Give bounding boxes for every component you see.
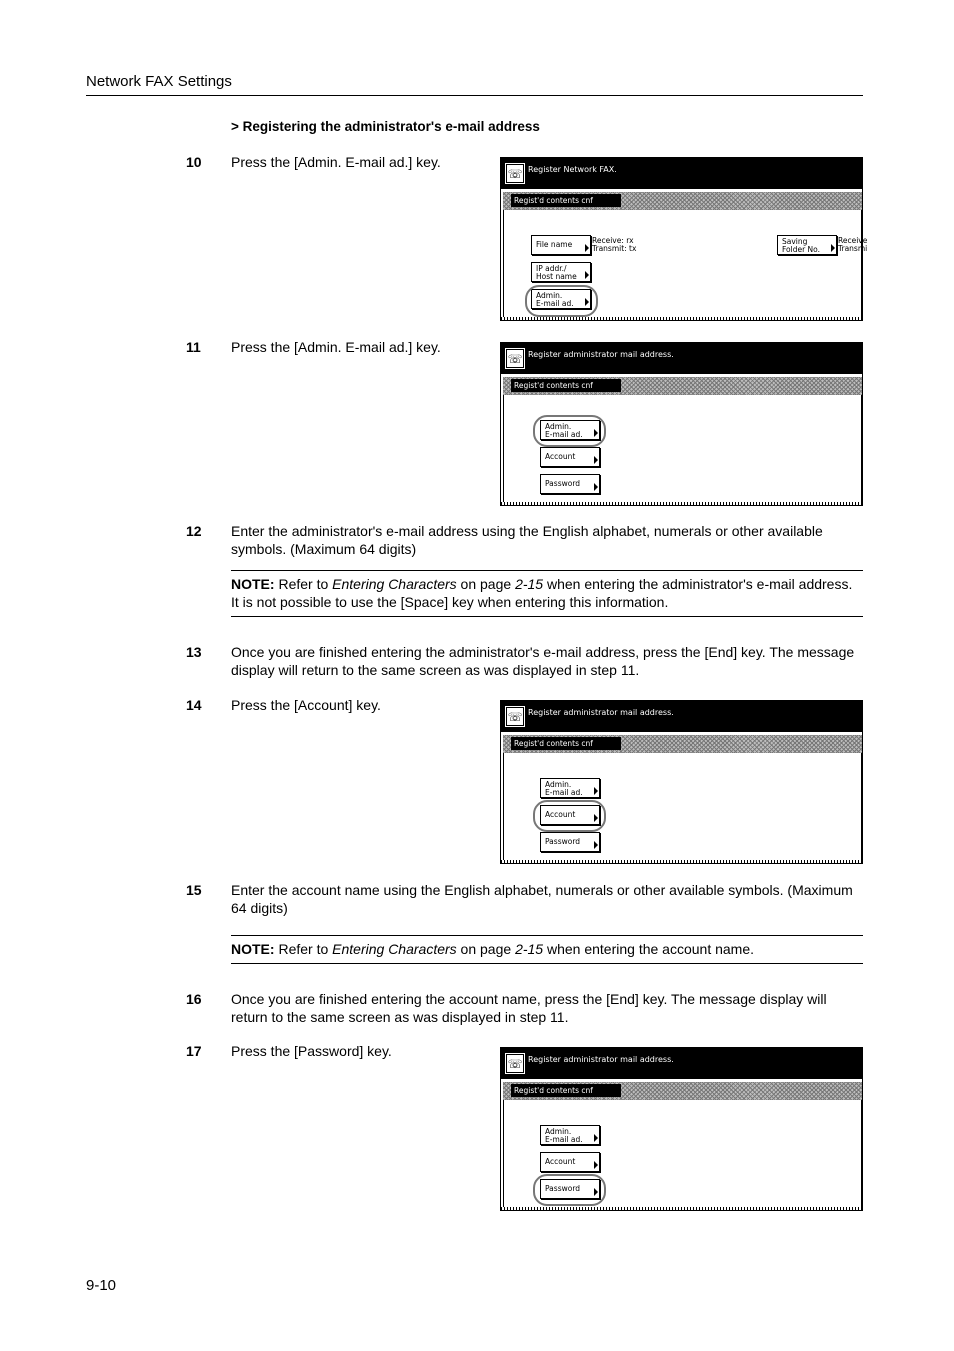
highlight-circle — [525, 285, 598, 317]
file-name-key[interactable] — [531, 235, 591, 255]
admin-email-key[interactable] — [540, 778, 600, 798]
highlight-circle — [533, 800, 606, 832]
highlight-circle — [533, 1174, 606, 1206]
key-label-line: Admin. — [545, 1127, 572, 1136]
tab-row — [503, 377, 862, 395]
key-label-line: Host name — [536, 272, 577, 281]
step-text: Press the [Admin. E-mail ad.] key. — [231, 154, 441, 170]
step-text: Press the [Password] key. — [231, 1043, 392, 1059]
tab-row — [503, 192, 862, 210]
screen-title: Register administrator mail address. — [528, 350, 674, 359]
step-text: Press the [Admin. E-mail ad.] key. — [231, 339, 441, 355]
note-text: Refer to — [274, 941, 333, 957]
ip-addr-host-name-key[interactable] — [531, 262, 591, 282]
screen-bottom-edge — [501, 317, 862, 320]
key-label: Account — [545, 810, 576, 819]
key-label: Password — [545, 479, 581, 488]
highlight-circle — [533, 415, 606, 447]
screen-title-bar — [501, 701, 862, 732]
section-title: > Registering the administrator's e-mail address — [231, 119, 540, 134]
key-label-line: E-mail ad. — [545, 788, 583, 797]
step-number: 13 — [186, 644, 202, 660]
step-number: 10 — [186, 154, 202, 170]
screen-title: Register Network FAX. — [528, 165, 617, 174]
step-number: 14 — [186, 697, 202, 713]
screen-register-network-fax — [500, 157, 868, 321]
fax-machine-icon: ☏ — [505, 1053, 525, 1074]
fax-machine-icon: ☏ — [505, 348, 525, 369]
key-label-line: Admin. — [545, 780, 572, 789]
note-page-ref[interactable]: 2-15 — [515, 576, 544, 592]
tab-registd-contents[interactable]: Regist'd contents cnf — [511, 737, 621, 750]
screen-bottom-edge — [501, 502, 862, 505]
step-text: Once you are finished entering the account name, press the [End] key. The message display will return to the same screen as was displayed in step 11. — [231, 991, 827, 1025]
step-number: 16 — [186, 991, 202, 1007]
screen-title-bar — [501, 158, 862, 189]
note-box — [231, 935, 863, 964]
note-text: Refer to — [274, 576, 333, 592]
admin-email-key[interactable] — [540, 1125, 600, 1145]
tab-row — [503, 735, 862, 753]
note-box — [231, 570, 863, 617]
note-text: when entering the account name. — [543, 941, 755, 957]
screen-title: Register administrator mail address. — [528, 708, 674, 717]
step-text: Enter the account name using the English alphabet, numerals or other available symbols. (Maximum 64 digits) — [231, 882, 853, 916]
screen-bottom-edge — [501, 860, 862, 863]
step-number: 15 — [186, 882, 202, 898]
header-rule — [86, 95, 863, 96]
key-label-line: Saving — [782, 237, 808, 246]
fax-machine-icon: ☏ — [505, 706, 525, 727]
key-label: Password — [545, 1184, 581, 1193]
screen-register-admin-mail — [500, 342, 863, 506]
key-label: Account — [545, 452, 576, 461]
key-label-line: Folder No. — [782, 245, 821, 254]
fax-machine-icon: ☏ — [505, 163, 525, 184]
screen-bottom-edge — [501, 1207, 862, 1210]
page-number: 9-10 — [86, 1277, 117, 1294]
value-line: Transmit: tx — [592, 244, 637, 253]
note-page-ref[interactable]: 2-15 — [515, 941, 544, 957]
note-label: NOTE: — [231, 941, 275, 957]
key-label-line: IP addr./ — [536, 264, 567, 273]
note-reference[interactable]: Entering Characters — [332, 576, 457, 592]
password-key[interactable] — [540, 832, 600, 852]
page-header-title: Network FAX Settings — [86, 73, 232, 90]
saving-folder-no-key[interactable] — [777, 235, 837, 255]
step-number: 12 — [186, 523, 202, 539]
step-text: Once you are finished entering the administrator's e-mail address, press the [End] key. The message display will return to the same screen as was displayed in step 11. — [231, 644, 855, 678]
screen-register-admin-mail — [500, 1047, 863, 1211]
step-number: 11 — [186, 339, 201, 355]
step-text: Press the [Account] key. — [231, 697, 381, 713]
note-text: when entering the administrator's e-mail address. It is not possible to use the [Space] key when entering this information. — [231, 576, 853, 610]
key-label-line: E-mail ad. — [545, 1135, 583, 1144]
note-label: NOTE: — [231, 576, 275, 592]
value-line: Transmi — [838, 244, 868, 253]
key-label-line: E-mail ad. — [536, 299, 574, 308]
screen-title: Register administrator mail address. — [528, 1055, 674, 1064]
note-text: on page — [456, 576, 516, 592]
key-label: Password — [545, 837, 581, 846]
step-text: Enter the administrator's e-mail address using the English alphabet, numerals or other available symbols. (Maximum 64 digits) — [231, 523, 823, 557]
screen-title-bar — [501, 1048, 862, 1079]
tab-registd-contents[interactable]: Regist'd contents cnf — [511, 194, 621, 207]
note-reference[interactable]: Entering Characters — [332, 941, 457, 957]
step-number: 17 — [186, 1043, 202, 1059]
key-label-line: Admin. — [545, 422, 572, 431]
tab-registd-contents[interactable]: Regist'd contents cnf — [511, 379, 621, 392]
key-label-line: Admin. — [536, 291, 563, 300]
file-name-value — [592, 237, 636, 253]
key-label-line: E-mail ad. — [545, 430, 583, 439]
note-text: on page — [456, 941, 516, 957]
tab-registd-contents[interactable]: Regist'd contents cnf — [511, 1084, 621, 1097]
tab-row — [503, 1082, 862, 1100]
account-key[interactable] — [540, 1152, 600, 1172]
key-label: File name — [536, 240, 573, 249]
screen-register-admin-mail — [500, 700, 863, 864]
value-line: Receive — [838, 236, 868, 245]
screen-title-bar — [501, 343, 862, 374]
value-line: Receive: rx — [592, 236, 634, 245]
account-key[interactable] — [540, 447, 600, 467]
key-label: Account — [545, 1157, 576, 1166]
saving-folder-value — [838, 237, 867, 253]
password-key[interactable] — [540, 474, 600, 494]
